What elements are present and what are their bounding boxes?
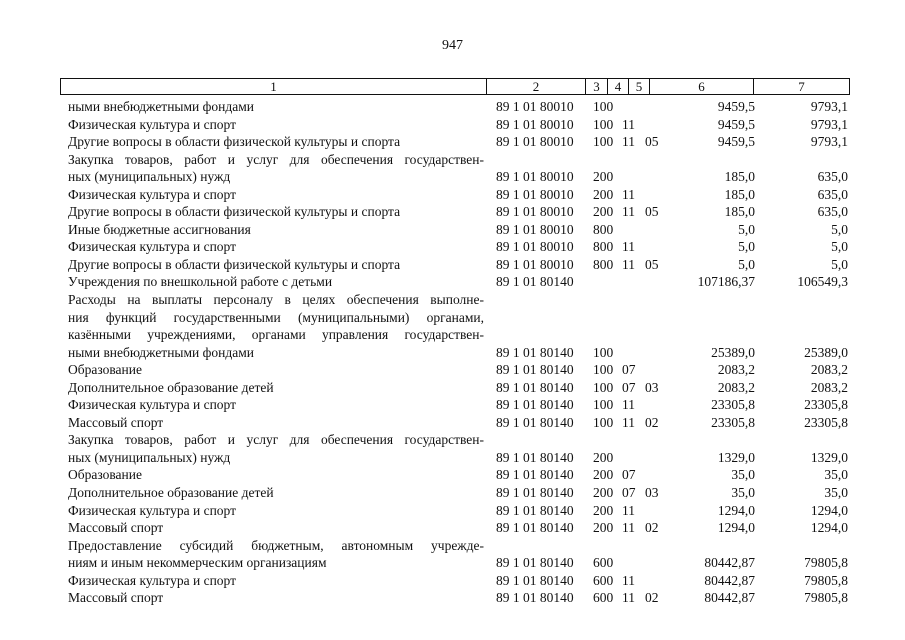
row-expense-type: 600 bbox=[593, 555, 614, 571]
row-name: Иные бюджетные ассигнования bbox=[68, 221, 251, 237]
table-row bbox=[0, 256, 905, 274]
row-name: Закупка товаров, работ и услуг для обеспечения государствен- bbox=[68, 151, 484, 167]
table-row bbox=[0, 116, 905, 134]
row-expense-type: 100 bbox=[593, 116, 614, 132]
row-amount-col6: 80442,87 bbox=[704, 555, 755, 571]
table-row bbox=[0, 291, 905, 309]
row-amount-col7: 2083,2 bbox=[810, 379, 848, 395]
header-col-4: 4 bbox=[607, 79, 628, 94]
row-section: 07 bbox=[622, 485, 636, 501]
row-section: 11 bbox=[622, 502, 635, 518]
row-subsection: 03 bbox=[645, 379, 659, 395]
row-amount-col7: 635,0 bbox=[817, 186, 848, 202]
row-name: ными внебюджетными фондами bbox=[68, 99, 254, 114]
table-row bbox=[0, 572, 905, 590]
row-target-code: 89 1 01 80010 bbox=[496, 256, 574, 272]
row-expense-type: 800 bbox=[593, 221, 614, 237]
row-target-code: 89 1 01 80140 bbox=[496, 344, 574, 360]
table-row bbox=[0, 186, 905, 204]
row-amount-col6: 9459,5 bbox=[717, 134, 755, 150]
row-section: 11 bbox=[622, 204, 635, 220]
row-expense-type: 100 bbox=[593, 414, 614, 430]
row-target-code: 89 1 01 80140 bbox=[496, 397, 574, 413]
table-header bbox=[60, 78, 850, 95]
row-target-code: 89 1 01 80010 bbox=[496, 116, 574, 132]
row-amount-col7: 25389,0 bbox=[804, 344, 848, 360]
row-target-code: 89 1 01 80010 bbox=[496, 169, 574, 185]
table-row bbox=[0, 589, 905, 607]
row-section: 11 bbox=[622, 572, 635, 588]
row-section: 11 bbox=[622, 414, 635, 430]
row-target-code: 89 1 01 80140 bbox=[496, 467, 574, 483]
table-row bbox=[0, 431, 905, 449]
table-row bbox=[0, 502, 905, 520]
row-expense-type: 200 bbox=[593, 449, 614, 465]
row-amount-col6: 9459,5 bbox=[717, 116, 755, 132]
row-expense-type: 200 bbox=[593, 467, 614, 483]
row-name: Образование bbox=[68, 467, 142, 483]
row-subsection: 02 bbox=[645, 520, 659, 536]
row-name: Расходы на выплаты персоналу в целях обеспечения выполне- bbox=[68, 292, 484, 308]
row-section: 11 bbox=[622, 116, 635, 132]
row-target-code: 89 1 01 80140 bbox=[496, 379, 574, 395]
row-amount-col7: 106549,3 bbox=[797, 274, 848, 290]
row-target-code: 89 1 01 80010 bbox=[496, 204, 574, 220]
row-name: Другие вопросы в области физической культуры и спорта bbox=[68, 204, 401, 220]
table-row bbox=[0, 554, 905, 572]
row-expense-type: 100 bbox=[593, 344, 614, 360]
row-name: Другие вопросы в области физической культуры и спорта bbox=[68, 256, 401, 272]
table-row bbox=[0, 203, 905, 221]
row-amount-col7: 35,0 bbox=[824, 467, 848, 483]
row-expense-type: 800 bbox=[593, 256, 614, 272]
row-section: 11 bbox=[622, 239, 635, 255]
row-name: ния функций государственными (муниципальными) органами, bbox=[68, 309, 484, 325]
table-row bbox=[0, 273, 905, 291]
row-name: Массовый спорт bbox=[68, 520, 164, 536]
row-amount-col7: 9793,1 bbox=[810, 99, 848, 114]
table-row bbox=[0, 519, 905, 537]
table-body bbox=[0, 98, 905, 607]
table-row bbox=[0, 396, 905, 414]
row-amount-col6: 80442,87 bbox=[704, 572, 755, 588]
row-expense-type: 200 bbox=[593, 169, 614, 185]
row-section: 07 bbox=[622, 467, 636, 483]
table-row bbox=[0, 133, 905, 151]
table-row bbox=[0, 414, 905, 432]
header-col-6: 6 bbox=[649, 79, 753, 94]
row-amount-col7: 23305,8 bbox=[804, 397, 848, 413]
row-target-code: 89 1 01 80010 bbox=[496, 221, 574, 237]
row-section: 07 bbox=[622, 379, 636, 395]
row-target-code: 89 1 01 80140 bbox=[496, 414, 574, 430]
row-amount-col7: 1294,0 bbox=[810, 502, 848, 518]
row-target-code: 89 1 01 80140 bbox=[496, 485, 574, 501]
row-subsection: 05 bbox=[645, 204, 659, 220]
row-target-code: 89 1 01 80140 bbox=[496, 555, 574, 571]
row-section: 11 bbox=[622, 186, 635, 202]
row-section: 11 bbox=[622, 134, 635, 150]
row-name: Массовый спорт bbox=[68, 414, 164, 430]
row-name: Физическая культура и спорт bbox=[68, 186, 237, 202]
row-amount-col7: 1294,0 bbox=[810, 520, 848, 536]
row-amount-col7: 9793,1 bbox=[810, 134, 848, 150]
table-row bbox=[0, 151, 905, 169]
table-row bbox=[0, 221, 905, 239]
row-amount-col6: 107186,37 bbox=[697, 274, 755, 290]
row-target-code: 89 1 01 80140 bbox=[496, 449, 574, 465]
row-section: 07 bbox=[622, 362, 636, 378]
row-section: 11 bbox=[622, 397, 635, 413]
table-row bbox=[0, 344, 905, 362]
row-name: ных (муниципальных) нужд bbox=[68, 449, 231, 465]
row-name: Физическая культура и спорт bbox=[68, 572, 237, 588]
row-amount-col7: 9793,1 bbox=[810, 116, 848, 132]
row-expense-type: 200 bbox=[593, 520, 614, 536]
row-name: Физическая культура и спорт bbox=[68, 239, 237, 255]
row-expense-type: 100 bbox=[593, 379, 614, 395]
row-subsection: 05 bbox=[645, 256, 659, 272]
row-amount-col6: 5,0 bbox=[738, 256, 755, 272]
row-target-code: 89 1 01 80140 bbox=[496, 572, 574, 588]
row-subsection: 02 bbox=[645, 590, 659, 606]
header-col-3: 3 bbox=[585, 79, 607, 94]
row-expense-type: 100 bbox=[593, 99, 614, 114]
row-expense-type: 200 bbox=[593, 186, 614, 202]
row-name: Другие вопросы в области физической культуры и спорта bbox=[68, 134, 401, 150]
row-name: Массовый спорт bbox=[68, 590, 164, 606]
row-name: ниям и иным некоммерческим организациям bbox=[68, 555, 327, 571]
header-col-2: 2 bbox=[486, 79, 585, 94]
row-target-code: 89 1 01 80140 bbox=[496, 362, 574, 378]
row-subsection: 02 bbox=[645, 414, 659, 430]
row-expense-type: 100 bbox=[593, 362, 614, 378]
row-target-code: 89 1 01 80010 bbox=[496, 186, 574, 202]
row-expense-type: 800 bbox=[593, 239, 614, 255]
row-expense-type: 600 bbox=[593, 590, 614, 606]
row-expense-type: 100 bbox=[593, 397, 614, 413]
table-row bbox=[0, 326, 905, 344]
row-amount-col6: 23305,8 bbox=[711, 397, 755, 413]
table-row bbox=[0, 537, 905, 555]
row-name: Образование bbox=[68, 362, 142, 378]
table-row bbox=[0, 484, 905, 502]
row-name: Дополнительное образование детей bbox=[68, 485, 274, 501]
table-row bbox=[0, 466, 905, 484]
row-target-code: 89 1 01 80140 bbox=[496, 520, 574, 536]
row-section: 11 bbox=[622, 256, 635, 272]
row-amount-col6: 23305,8 bbox=[711, 414, 755, 430]
row-amount-col6: 1329,0 bbox=[717, 449, 755, 465]
table-row bbox=[0, 238, 905, 256]
row-target-code: 89 1 01 80140 bbox=[496, 274, 574, 290]
row-amount-col7: 79805,8 bbox=[804, 590, 848, 606]
row-expense-type: 600 bbox=[593, 572, 614, 588]
header-col-1: 1 bbox=[270, 79, 277, 94]
row-name: казёнными учреждениями, органами управления государствен- bbox=[68, 327, 484, 343]
row-amount-col6: 35,0 bbox=[731, 485, 755, 501]
row-target-code: 89 1 01 80010 bbox=[496, 99, 574, 114]
row-expense-type: 100 bbox=[593, 134, 614, 150]
row-amount-col7: 1329,0 bbox=[810, 449, 848, 465]
row-name: Учреждения по внешкольной работе с детьми bbox=[68, 274, 333, 290]
row-expense-type: 200 bbox=[593, 204, 614, 220]
row-subsection: 03 bbox=[645, 485, 659, 501]
row-amount-col7: 635,0 bbox=[817, 204, 848, 220]
row-amount-col7: 23305,8 bbox=[804, 414, 848, 430]
page-number: 947 bbox=[442, 38, 463, 53]
row-amount-col7: 5,0 bbox=[831, 256, 848, 272]
row-amount-col7: 5,0 bbox=[831, 239, 848, 255]
row-amount-col7: 79805,8 bbox=[804, 572, 848, 588]
row-target-code: 89 1 01 80140 bbox=[496, 502, 574, 518]
table-row bbox=[0, 309, 905, 327]
row-target-code: 89 1 01 80140 bbox=[496, 590, 574, 606]
row-amount-col6: 9459,5 bbox=[717, 99, 755, 114]
row-expense-type: 200 bbox=[593, 502, 614, 518]
table-row bbox=[0, 449, 905, 467]
row-amount-col6: 185,0 bbox=[724, 204, 755, 220]
table-row bbox=[0, 168, 905, 186]
row-amount-col6: 80442,87 bbox=[704, 590, 755, 606]
row-name: Физическая культура и спорт bbox=[68, 116, 237, 132]
row-amount-col6: 5,0 bbox=[738, 239, 755, 255]
row-section: 11 bbox=[622, 590, 635, 606]
row-name: ными внебюджетными фондами bbox=[68, 344, 254, 360]
row-name: Физическая культура и спорт bbox=[68, 502, 237, 518]
row-amount-col6: 185,0 bbox=[724, 186, 755, 202]
row-amount-col7: 35,0 bbox=[824, 485, 848, 501]
row-amount-col6: 185,0 bbox=[724, 169, 755, 185]
row-expense-type: 200 bbox=[593, 485, 614, 501]
row-name: Дополнительное образование детей bbox=[68, 379, 274, 395]
row-amount-col6: 2083,2 bbox=[717, 362, 755, 378]
table-row bbox=[0, 379, 905, 397]
row-amount-col7: 2083,2 bbox=[810, 362, 848, 378]
row-amount-col7: 5,0 bbox=[831, 221, 848, 237]
row-amount-col6: 1294,0 bbox=[717, 502, 755, 518]
row-amount-col6: 2083,2 bbox=[717, 379, 755, 395]
header-col-7: 7 bbox=[753, 79, 849, 94]
row-amount-col7: 635,0 bbox=[817, 169, 848, 185]
row-amount-col6: 1294,0 bbox=[717, 520, 755, 536]
row-amount-col7: 79805,8 bbox=[804, 555, 848, 571]
row-subsection: 05 bbox=[645, 134, 659, 150]
row-target-code: 89 1 01 80010 bbox=[496, 239, 574, 255]
row-amount-col6: 25389,0 bbox=[711, 344, 755, 360]
header-col-5: 5 bbox=[628, 79, 649, 94]
table-row bbox=[0, 98, 905, 116]
table-row bbox=[0, 361, 905, 379]
row-target-code: 89 1 01 80010 bbox=[496, 134, 574, 150]
row-amount-col6: 35,0 bbox=[731, 467, 755, 483]
row-name: ных (муниципальных) нужд bbox=[68, 169, 231, 185]
row-section: 11 bbox=[622, 520, 635, 536]
row-name: Физическая культура и спорт bbox=[68, 397, 237, 413]
row-name: Предоставление субсидий бюджетным, автономным учрежде- bbox=[68, 537, 484, 553]
row-amount-col6: 5,0 bbox=[738, 221, 755, 237]
row-name: Закупка товаров, работ и услуг для обеспечения государствен- bbox=[68, 432, 484, 448]
